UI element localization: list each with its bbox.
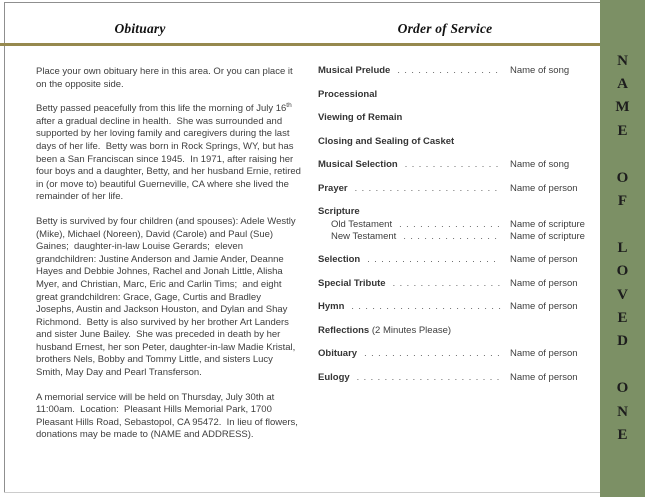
- vertical-letter: F: [617, 193, 628, 210]
- vertical-letter: O: [616, 380, 629, 397]
- dot-leader: [355, 183, 501, 194]
- service-item-special-tribute: Special Tribute . . . Name of person: [318, 278, 598, 290]
- service-item-new-testament: New Testament . . . Name of scripture: [318, 231, 598, 243]
- service-item-reflections: Reflections (2 Minutes Please): [318, 324, 452, 336]
- vertical-letter: N: [617, 403, 628, 420]
- service-item-obituary: Obituary . . . Name of person: [318, 348, 598, 360]
- vertical-letter-space: [600, 354, 645, 377]
- dot-leader: [405, 159, 501, 170]
- vertical-letter-space: [600, 213, 645, 236]
- vertical-letter: O: [616, 169, 629, 186]
- service-item-hymn: Hymn . . . Name of person: [318, 301, 598, 313]
- order-of-service-list: [318, 65, 598, 395]
- vertical-letter-space: [600, 143, 645, 166]
- service-item-musical-prelude: Musical Prelude . . . Name of song: [318, 65, 598, 77]
- reflections-note: (2 Minutes Please): [369, 324, 452, 336]
- vertical-letter: A: [617, 76, 628, 93]
- dot-leader: [403, 231, 501, 242]
- obituary-paragraph-memorial: A memorial service will be held on Thursday, July 30th at 11:00am. Location: Pleasant Hills Memorial Park, 1700 Pleasant Hills Road, Sebastopol, CA 95472. In lieu of flowers, donations may be made to (NAME and ADDRESS).: [36, 391, 301, 441]
- service-item-old-testament: Old Testament . . . Name of scripture: [318, 219, 598, 231]
- vertical-letter: E: [617, 426, 628, 443]
- obituary-placeholder-paragraph: Place your own obituary here in this area. Or you can place it on the opposite side.: [36, 66, 296, 90]
- service-item-musical-selection: Musical Selection . . . Name of song: [318, 159, 598, 171]
- superscript-th: th: [286, 102, 292, 110]
- gold-divider-rule: [0, 43, 600, 46]
- dot-leader: [367, 254, 501, 265]
- dot-leader: [397, 65, 501, 76]
- vertical-letter: M: [615, 99, 630, 116]
- vertical-letter: O: [616, 263, 629, 280]
- dot-leader: [364, 348, 501, 359]
- service-item-selection: Selection . . . Name of person: [318, 254, 598, 266]
- obituary-paragraph-life: Betty passed peacefully from this life the morning of July 16th after a gradual decline in health. She was surrounded and supported by her loving family and caregivers during the last days of her life. Betty was born in Rock Springs, WY, but has been a San Franciscan since 1945. In 1971, after raising her four boys and a daughter, Betty, and her husband Ernie, retired in (or move to) beautiful Guerneville, CA where she lived the remainder of her life.: [36, 102, 304, 203]
- page-border-top: [4, 2, 600, 3]
- service-item-processional: Processional: [318, 88, 378, 100]
- service-item-scripture: Scripture: [318, 206, 360, 217]
- vertical-letter: L: [617, 239, 628, 256]
- service-item-prayer: Prayer . . . Name of person: [318, 183, 598, 195]
- dot-leader: [351, 301, 501, 312]
- vertical-letter: N: [617, 52, 628, 69]
- vertical-letter: E: [617, 309, 628, 326]
- vertical-letter: E: [617, 122, 628, 139]
- obituary-text-column: [36, 66, 304, 454]
- service-item-eulogy: Eulogy . . . Name of person: [318, 372, 598, 384]
- obituary-title: Obituary: [114, 21, 166, 36]
- service-item-closing-casket: Closing and Sealing of Casket: [318, 135, 455, 147]
- page-border-bottom: [4, 492, 600, 493]
- vertical-letter: V: [617, 286, 628, 303]
- name-of-loved-one-sidebar: [600, 0, 645, 497]
- page-border-left: [4, 2, 5, 493]
- obituary-paragraph-survived: Betty is survived by four children (and spouses): Adele Westly (Mike), Michael (Noreen), David (Carole) and Paul (Sue) Gaines; daughter-in-law Louise Gerards; eleven grandchildren: Justine Anderson and Jamie Ander, Deanne Hayes and Debbie Johnes, Rachel and Jonah Little, Alisha Myer, and Christian, Marc, Eric and Carlin Tims; and eight great grandchildren: Grace, Gage, Curtis and Bradley Josephs, Austin and Jackson Houston, and Dylan and Shay Richmond. Betty is also survived by her brother Art Landers and sister June Bailey. She was preceded in death by her husband Ernest, her son Peter, daughter-in-law Madie Kristal, brothers Nels, Bobby and Tommy Little, and sisters Lucy Smith, May Day and Pearl Transferson.: [36, 215, 299, 379]
- service-item-viewing: Viewing of Remain: [318, 112, 403, 123]
- dot-leader: [393, 278, 501, 289]
- dot-leader: [357, 372, 501, 383]
- order-of-service-title: Order of Service: [397, 21, 493, 36]
- dot-leader: [399, 219, 501, 230]
- vertical-letter: D: [617, 333, 628, 350]
